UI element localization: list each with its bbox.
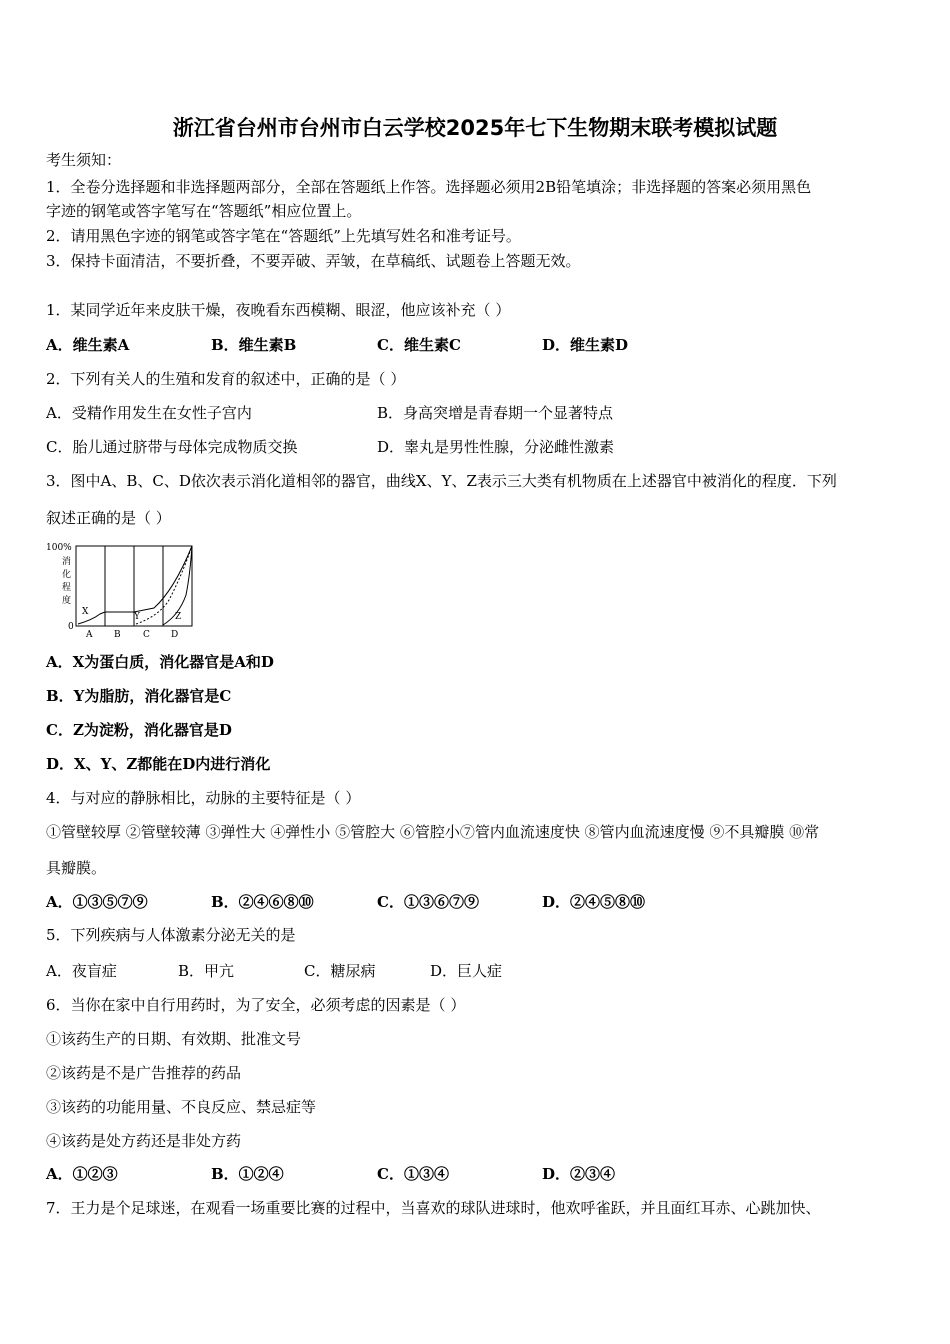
- q4-option-d: D．②④⑤⑧⑩: [542, 893, 646, 911]
- notice-item: 2．请用黑色字迹的钢笔或答字笔在“答题纸”上先填写姓名和准考证号。: [46, 227, 521, 245]
- q2-option-a: A．受精作用发生在女性子宫内: [46, 404, 252, 422]
- q1-option-d: D．维生素D: [542, 336, 629, 354]
- question-7-stem: 7．王力是个足球迷，在观看一场重要比赛的过程中，当喜欢的球队进球时，他欢呼雀跃，并且面红耳赤、心跳加快、: [46, 1199, 821, 1217]
- curve-label-z: Z: [175, 612, 182, 622]
- q6-item: ①该药生产的日期、有效期、批准文号: [46, 1030, 302, 1048]
- q5-option-a: A．夜盲症: [46, 962, 117, 980]
- question-4-items: ①管壁较厚 ②管壁较薄 ③弹性大 ④弹性小 ⑤管腔大 ⑥管腔小⑦管内血流速度快 ⑧管内血流速度慢 ⑨不具瓣膜 ⑩常: [46, 823, 820, 841]
- question-6-stem: 6．当你在家中自行用药时，为了安全，必须考虑的因素是（ ）: [46, 996, 466, 1014]
- chart-category-label: B: [114, 630, 121, 640]
- q6-option-d: D．②③④: [542, 1165, 616, 1183]
- chart-ylabel-char: 度: [62, 596, 72, 606]
- notice-item: 3．保持卡面清洁，不要折叠，不要弄破、弄皱，在草稿纸、试题卷上答题无效。: [46, 252, 581, 270]
- q3-option-d: D．X、Y、Z都能在D内进行消化: [46, 755, 271, 773]
- digestion-chart: [44, 540, 200, 640]
- q6-option-b: B．①②④: [211, 1165, 284, 1183]
- notice-item: 1．全卷分选择题和非选择题两部分，全部在答题纸上作答。选择题必须用2B铅笔填涂；非选择题的答案必须用黑色: [46, 178, 812, 196]
- q3-option-a: A．X为蛋白质，消化器官是A和D: [46, 653, 274, 671]
- chart-y-zero-label: 0: [68, 622, 74, 632]
- page-title: 浙江省台州市台州市白云学校2025年七下生物期末联考模拟试题: [172, 116, 778, 140]
- question-4-stem: 4．与对应的静脉相比，动脉的主要特征是（ ）: [46, 789, 361, 807]
- question-4-items-continued: 具瓣膜。: [46, 859, 107, 877]
- chart-ylabel-char: 化: [62, 570, 72, 580]
- q2-option-d: D．睾丸是男性性腺，分泌雌性激素: [377, 438, 615, 456]
- q4-option-c: C．①③⑥⑦⑨: [377, 893, 479, 911]
- q5-option-d: D．巨人症: [430, 962, 503, 980]
- chart-ylabel-char: 程: [62, 583, 72, 593]
- q6-item: ②该药是不是广告推荐的药品: [46, 1064, 242, 1082]
- notice-item: 字迹的钢笔或答字笔写在“答题纸”相应位置上。: [46, 202, 362, 220]
- question-5-stem: 5．下列疾病与人体激素分泌无关的是: [46, 926, 296, 944]
- question-3-stem: 3．图中A、B、C、D依次表示消化道相邻的器官，曲线X、Y、Z表示三大类有机物质在上述器官中被消化的程度．下列: [46, 472, 837, 490]
- q1-option-a: A．维生素A: [46, 336, 130, 354]
- q4-option-a: A．①③⑤⑦⑨: [46, 893, 148, 911]
- q4-option-b: B．②④⑥⑧⑩: [211, 893, 314, 911]
- chart-category-label: A: [86, 630, 93, 640]
- question-3-stem-continued: 叙述正确的是（ ）: [46, 509, 171, 527]
- notice-heading: 考生须知：: [46, 151, 122, 169]
- curve-label-y: Y: [134, 612, 140, 622]
- chart-ylabel-char: 消: [62, 557, 72, 567]
- q2-option-c: C．胎儿通过脐带与母体完成物质交换: [46, 438, 298, 456]
- q6-item: ③该药的功能用量、不良反应、禁忌症等: [46, 1098, 317, 1116]
- q2-option-b: B．身高突增是青春期一个显著特点: [377, 404, 614, 422]
- curve-y: [136, 546, 192, 624]
- q6-option-a: A．①②③: [46, 1165, 118, 1183]
- q3-option-c: C．Z为淀粉，消化器官是D: [46, 721, 232, 739]
- q1-option-c: C．维生素C: [377, 336, 461, 354]
- q1-option-b: B．维生素B: [211, 336, 297, 354]
- question-1-stem: 1．某同学近年来皮肤干燥，夜晚看东西模糊、眼涩，他应该补充（ ）: [46, 301, 511, 319]
- chart-category-label: D: [171, 630, 179, 640]
- q5-option-b: B．甲亢: [178, 962, 235, 980]
- question-2-stem: 2．下列有关人的生殖和发育的叙述中，正确的是（ ）: [46, 370, 406, 388]
- q5-option-c: C．糖尿病: [304, 962, 376, 980]
- chart-y-top-label: 100%: [46, 543, 72, 553]
- q3-option-b: B．Y为脂肪，消化器官是C: [46, 687, 232, 705]
- q6-option-c: C．①③④: [377, 1165, 449, 1183]
- q6-item: ④该药是处方药还是非处方药: [46, 1132, 242, 1150]
- curve-label-x: X: [82, 607, 89, 617]
- chart-category-label: C: [143, 630, 150, 640]
